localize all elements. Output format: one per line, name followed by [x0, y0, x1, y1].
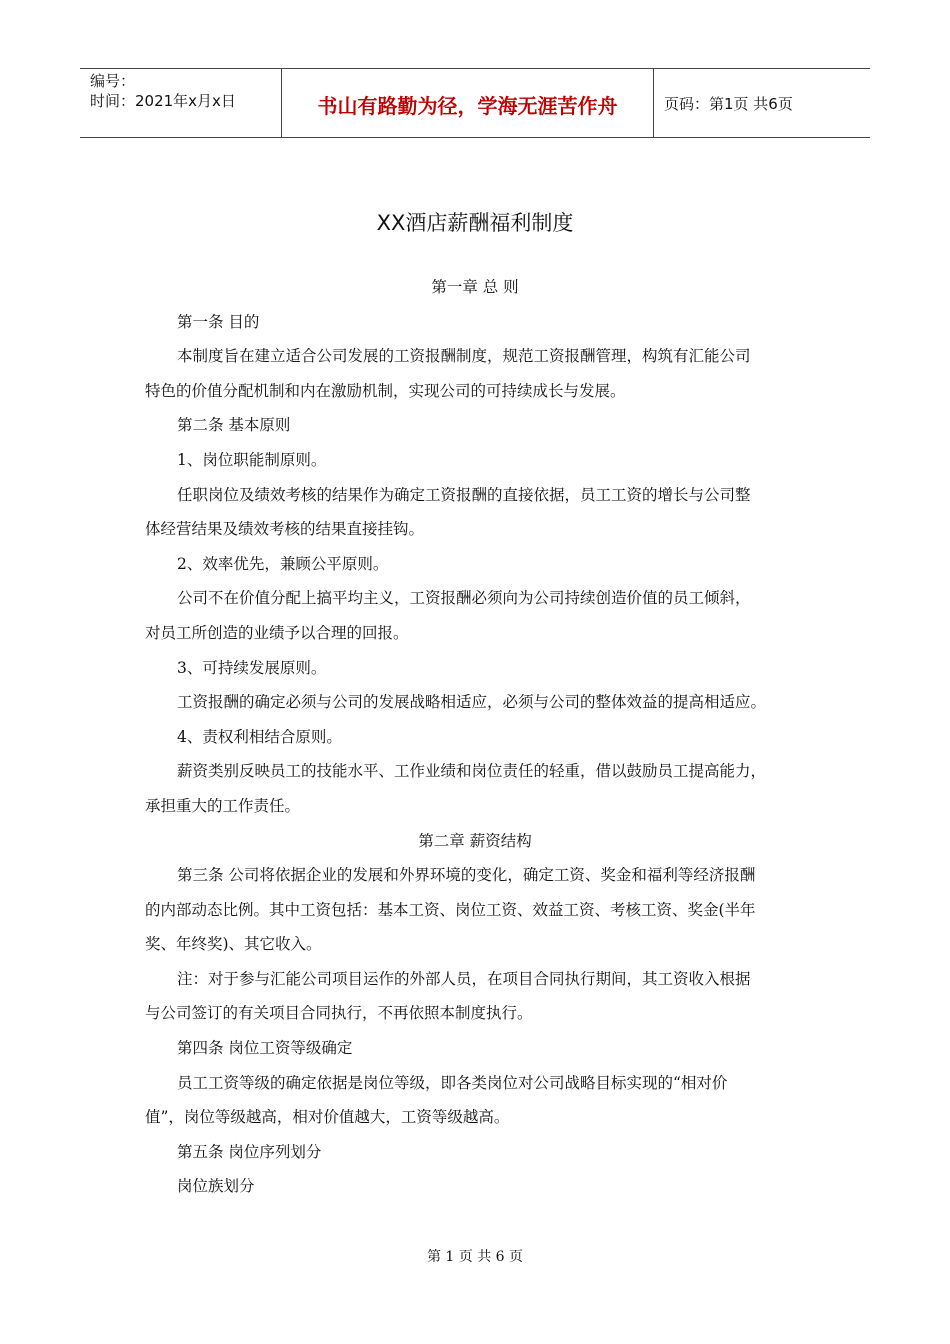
paragraph-line: 的内部动态比例。其中工资包括：基本工资、岗位工资、效益工资、考核工资、奖金(半年 — [145, 900, 756, 919]
paragraph-line: 第三条 公司将依据企业的发展和外界环境的变化，确定工资、奖金和福利等经济报酬 — [177, 866, 756, 885]
paragraph-line: 1、岗位职能制原则。 — [177, 450, 327, 469]
paragraph-line: 特色的价值分配机制和内在激励机制，实现公司的可持续成长与发展。 — [145, 381, 626, 400]
motto: 书山有路勤为径，学海无涯苦作舟 — [317, 93, 618, 118]
paragraph-line: 第二条 基本原则 — [177, 416, 291, 435]
paragraph-line: 注：对于参与汇能公司项目运作的外部人员，在项目合同执行期间，其工资收入根据 — [177, 969, 751, 988]
page-info: 页码：第1页 共6页 — [664, 94, 793, 113]
chapter-heading: 第二章 薪资结构 — [418, 831, 532, 850]
chapter-heading: 第一章 总 则 — [431, 278, 519, 296]
paragraph-line: 4、责权利相结合原则。 — [177, 727, 342, 746]
paragraph-line: 员工工资等级的确定依据是岗位等级，即各类岗位对公司战略目标实现的“相对价 — [177, 1073, 728, 1092]
paragraph-line: 岗位族划分 — [177, 1177, 255, 1196]
paragraph-line: 承担重大的工作责任。 — [145, 796, 301, 815]
paragraph-line: 体经营结果及绩效考核的结果直接挂钩。 — [145, 520, 425, 539]
time-label: 时间：2021年x月x日 — [90, 92, 236, 110]
paragraph-line: 奖、年终奖)、其它收入。 — [145, 935, 322, 954]
page-footer: 第 1 页 共 6 页 — [426, 1249, 524, 1265]
paragraph-line: 第五条 岗位序列划分 — [177, 1142, 322, 1161]
document-body — [145, 270, 805, 1204]
number-label: 编号： — [90, 72, 136, 90]
paragraph-line: 对员工所创造的业绩予以合理的回报。 — [145, 623, 409, 642]
header-motto-cell — [281, 69, 654, 137]
paragraph-line: 本制度旨在建立适合公司发展的工资报酬制度，规范工资报酬管理，构筑有汇能公司 — [177, 347, 751, 366]
paragraph-line: 2、效率优先，兼顾公平原则。 — [177, 554, 389, 573]
paragraph-line: 任职岗位及绩效考核的结果作为确定工资报酬的直接依据，员工工资的增长与公司整 — [177, 485, 751, 504]
header-table — [80, 68, 870, 138]
paragraph-line: 薪资类别反映员工的技能水平、工作业绩和岗位责任的轻重，借以鼓励员工提高能力， — [177, 762, 767, 781]
paragraph-line: 工资报酬的确定必须与公司的发展战略相适应，必须与公司的整体效益的提高相适应。 — [177, 693, 767, 712]
paragraph-line: 值”，岗位等级越高，相对价值越大，工资等级越高。 — [145, 1108, 510, 1127]
paragraph-line: 公司不在价值分配上搞平均主义，工资报酬必须向为公司持续创造价值的员工倾斜， — [177, 589, 751, 608]
paragraph-line: 与公司签订的有关项目合同执行，不再依照本制度执行。 — [145, 1004, 533, 1023]
paragraph-line: 第一条 目的 — [177, 312, 260, 331]
header-page-info — [654, 69, 870, 137]
paragraph-line: 第四条 岗位工资等级确定 — [177, 1039, 353, 1058]
document-title: XX酒店薪酬福利制度 — [376, 211, 574, 235]
paragraph-line: 3、可持续发展原则。 — [177, 658, 327, 677]
header-meta — [80, 69, 281, 137]
